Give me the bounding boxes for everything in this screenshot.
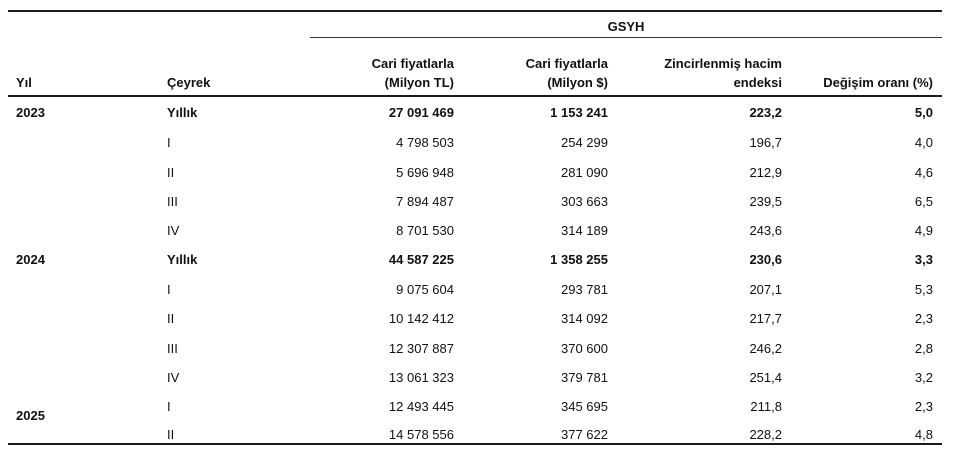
index-cell: 211,8: [750, 399, 782, 414]
quarter-cell: III: [167, 194, 178, 209]
tl-cell: 10 142 412: [388, 311, 454, 326]
table-row: [0, 221, 960, 241]
quarter-cell: I: [167, 135, 171, 150]
table-row: [0, 280, 960, 300]
change-cell: 4,0: [914, 135, 933, 150]
table-row: [0, 163, 960, 183]
usd-cell: 1 358 255: [550, 252, 608, 267]
change-cell: 5,3: [914, 282, 933, 297]
change-cell: 5,0: [914, 105, 933, 120]
tl-cell: 13 061 323: [388, 370, 454, 385]
table-row: [0, 192, 960, 212]
change-cell: 6,5: [914, 194, 933, 209]
quarter-cell: II: [167, 165, 175, 180]
usd-cell: 1 153 241: [550, 105, 608, 120]
usd-cell: 281 090: [561, 165, 608, 180]
usd-cell: 293 781: [561, 282, 608, 297]
header-index-line2: endeksi: [733, 75, 782, 90]
table-row: [0, 339, 960, 359]
header-rule: [8, 95, 942, 97]
header-index-line1: Zincirlenmiş hacim: [664, 56, 782, 71]
quarter-cell: IV: [167, 370, 180, 385]
table-row: [0, 368, 960, 388]
index-cell: 230,6: [749, 252, 782, 267]
tl-cell: 8 701 530: [396, 223, 454, 238]
tl-cell: 5 696 948: [396, 165, 454, 180]
quarter-cell: Yıllık: [167, 105, 198, 120]
index-cell: 212,9: [749, 165, 782, 180]
table-row: [0, 397, 960, 417]
bottom-rule: [8, 443, 942, 445]
usd-cell: 314 092: [561, 311, 608, 326]
usd-cell: 345 695: [561, 399, 608, 414]
usd-cell: 370 600: [561, 341, 608, 356]
tl-cell: 44 587 225: [388, 252, 454, 267]
change-cell: 4,6: [914, 165, 933, 180]
gsyh-group-header: GSYH: [607, 19, 645, 34]
gsyh-underline: [310, 37, 942, 38]
header-tl-line1: Cari fiyatlarla: [371, 56, 454, 71]
change-cell: 2,3: [914, 311, 933, 326]
usd-cell: 254 299: [561, 135, 608, 150]
index-cell: 217,7: [749, 311, 782, 326]
tl-cell: 27 091 469: [388, 105, 454, 120]
usd-cell: 377 622: [561, 427, 608, 442]
table-row: [0, 133, 960, 153]
change-cell: 3,2: [914, 370, 933, 385]
index-cell: 239,5: [749, 194, 782, 209]
change-cell: 2,8: [914, 341, 933, 356]
tl-cell: 12 307 887: [388, 341, 454, 356]
index-cell: 243,6: [749, 223, 782, 238]
change-cell: 3,3: [914, 252, 933, 267]
usd-cell: 379 781: [561, 370, 608, 385]
index-cell: 196,7: [749, 135, 782, 150]
quarter-cell: Yıllık: [167, 252, 198, 267]
header-chain-volume-index: [664, 54, 782, 92]
quarter-cell: I: [167, 282, 171, 297]
tl-cell: 4 798 503: [396, 135, 454, 150]
quarter-cell: III: [167, 341, 178, 356]
tl-cell: 14 578 556: [388, 427, 454, 442]
top-rule: [8, 10, 942, 12]
usd-cell: 303 663: [561, 194, 608, 209]
year-label-2023: 2023: [16, 105, 45, 120]
table-row: [0, 309, 960, 329]
index-cell: 246,2: [749, 341, 782, 356]
change-cell: 4,9: [914, 223, 933, 238]
year-label-2025: 2025: [16, 408, 45, 423]
header-usd-line2: (Milyon $): [547, 75, 608, 90]
quarter-cell: II: [167, 311, 175, 326]
header-change-rate: Değişim oranı (%): [823, 75, 933, 90]
header-tl-line2: (Milyon TL): [384, 75, 454, 90]
header-quarter: Çeyrek: [167, 75, 211, 90]
usd-cell: 314 189: [561, 223, 608, 238]
index-cell: 223,2: [749, 105, 782, 120]
table-row: [0, 250, 960, 270]
header-year: Yıl: [16, 75, 32, 90]
table-row: [0, 103, 960, 123]
table-row: [0, 425, 960, 445]
tl-cell: 12 493 445: [388, 399, 454, 414]
quarter-cell: II: [167, 427, 175, 442]
quarter-cell: IV: [167, 223, 180, 238]
change-cell: 4,8: [914, 427, 933, 442]
quarter-cell: I: [167, 399, 171, 414]
tl-cell: 9 075 604: [396, 282, 454, 297]
header-current-prices-tl: [372, 54, 454, 92]
header-current-prices-usd: [526, 54, 608, 92]
tl-cell: 7 894 487: [396, 194, 454, 209]
header-usd-line1: Cari fiyatlarla: [525, 56, 608, 71]
index-cell: 228,2: [749, 427, 782, 442]
index-cell: 207,1: [749, 282, 782, 297]
index-cell: 251,4: [749, 370, 782, 385]
change-cell: 2,3: [914, 399, 933, 414]
year-label-2024: 2024: [16, 252, 45, 267]
